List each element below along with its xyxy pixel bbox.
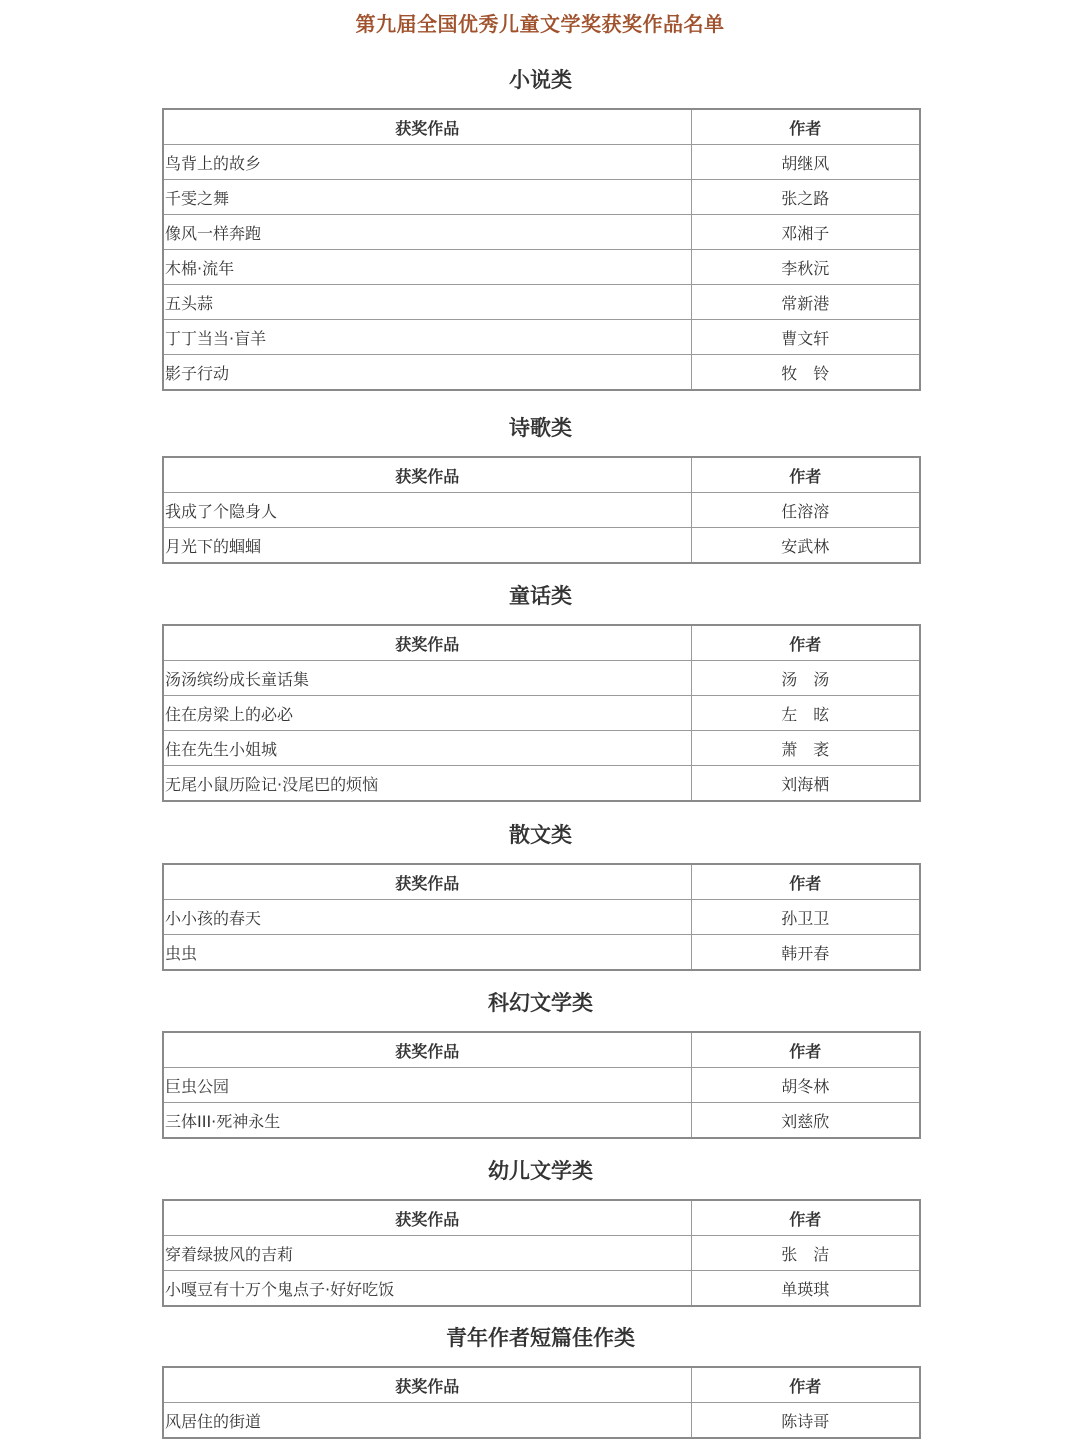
work-title: 五头蒜: [163, 285, 691, 320]
section-fairy-tale: [162, 576, 919, 802]
header-work: 获奖作品: [163, 1367, 691, 1403]
table-header-row: [163, 1032, 920, 1068]
author-name: 孙卫卫: [691, 900, 920, 935]
header-author: 作者: [691, 864, 920, 900]
author-name: 张 洁: [691, 1236, 920, 1271]
author-name: 陈诗哥: [691, 1403, 920, 1439]
author-name: 刘海栖: [691, 766, 920, 802]
table-row: [163, 320, 920, 355]
table-header-row: [163, 625, 920, 661]
header-work: 获奖作品: [163, 1200, 691, 1236]
header-author: 作者: [691, 1367, 920, 1403]
work-title: 小嘎豆有十万个鬼点子·好好吃饭: [163, 1271, 691, 1307]
table-row: [163, 766, 920, 802]
work-title: 鸟背上的故乡: [163, 145, 691, 180]
work-title: 像风一样奔跑: [163, 215, 691, 250]
section-sci-fi: [162, 983, 919, 1139]
header-author: 作者: [691, 1032, 920, 1068]
author-name: 韩开春: [691, 935, 920, 971]
table-header-row: [163, 109, 920, 145]
table-row: [163, 355, 920, 391]
table-row: [163, 215, 920, 250]
table-row: [163, 1403, 920, 1439]
table-row: [163, 935, 920, 971]
section-title: 幼儿文学类: [488, 1159, 593, 1183]
section-title: 诗歌类: [509, 416, 572, 440]
section-poetry: [162, 408, 919, 564]
header-work: 获奖作品: [163, 1032, 691, 1068]
work-title: 住在先生小姐城: [163, 731, 691, 766]
author-name: 李秋沅: [691, 250, 920, 285]
table-row: [163, 1103, 920, 1139]
table-header-row: [163, 864, 920, 900]
awards-table: [162, 108, 921, 391]
section-title: 青年作者短篇佳作类: [446, 1326, 635, 1350]
table-row: [163, 661, 920, 696]
section-young-authors: [162, 1318, 919, 1439]
section-title: 小说类: [509, 68, 572, 92]
table-row: [163, 285, 920, 320]
awards-table: [162, 863, 921, 971]
work-title: 影子行动: [163, 355, 691, 391]
awards-table: [162, 456, 921, 564]
author-name: 牧 铃: [691, 355, 920, 391]
section-title: 童话类: [509, 584, 572, 608]
section-novel: [162, 60, 919, 391]
table-header-row: [163, 1200, 920, 1236]
author-name: 单瑛琪: [691, 1271, 920, 1307]
table-row: [163, 528, 920, 564]
work-title: 千雯之舞: [163, 180, 691, 215]
awards-table: [162, 624, 921, 802]
header-author: 作者: [691, 625, 920, 661]
table-row: [163, 493, 920, 528]
table-row: [163, 180, 920, 215]
author-name: 胡继风: [691, 145, 920, 180]
section-title: 科幻文学类: [488, 991, 593, 1015]
author-name: 邓湘子: [691, 215, 920, 250]
table-row: [163, 1236, 920, 1271]
work-title: 小小孩的春天: [163, 900, 691, 935]
table-row: [163, 731, 920, 766]
awards-table: [162, 1031, 921, 1139]
work-title: 汤汤缤纷成长童话集: [163, 661, 691, 696]
author-name: 安武林: [691, 528, 920, 564]
table-row: [163, 250, 920, 285]
section-early-childhood: [162, 1151, 919, 1307]
work-title: 我成了个隐身人: [163, 493, 691, 528]
table-row: [163, 1271, 920, 1307]
header-work: 获奖作品: [163, 864, 691, 900]
author-name: 任溶溶: [691, 493, 920, 528]
author-name: 张之路: [691, 180, 920, 215]
header-work: 获奖作品: [163, 109, 691, 145]
author-name: 胡冬林: [691, 1068, 920, 1103]
author-name: 左 昡: [691, 696, 920, 731]
section-prose: [162, 815, 919, 971]
page-title: 第九届全国优秀儿童文学奖获奖作品名单: [355, 12, 725, 36]
header-author: 作者: [691, 1200, 920, 1236]
work-title: 丁丁当当·盲羊: [163, 320, 691, 355]
section-title: 散文类: [509, 823, 572, 847]
author-name: 常新港: [691, 285, 920, 320]
table-row: [163, 1068, 920, 1103]
author-name: 汤 汤: [691, 661, 920, 696]
table-header-row: [163, 1367, 920, 1403]
awards-table: [162, 1366, 921, 1439]
awards-table: [162, 1199, 921, 1307]
author-name: 刘慈欣: [691, 1103, 920, 1139]
header-work: 获奖作品: [163, 457, 691, 493]
work-title: 虫虫: [163, 935, 691, 971]
work-title: 月光下的蝈蝈: [163, 528, 691, 564]
table-row: [163, 145, 920, 180]
work-title: 穿着绿披风的吉莉: [163, 1236, 691, 1271]
author-name: 萧 袤: [691, 731, 920, 766]
table-row: [163, 696, 920, 731]
work-title: 住在房梁上的必必: [163, 696, 691, 731]
work-title: 风居住的街道: [163, 1403, 691, 1439]
header-author: 作者: [691, 457, 920, 493]
work-title: 三体III·死神永生: [163, 1103, 691, 1139]
work-title: 木棉·流年: [163, 250, 691, 285]
author-name: 曹文轩: [691, 320, 920, 355]
header-work: 获奖作品: [163, 625, 691, 661]
header-author: 作者: [691, 109, 920, 145]
table-row: [163, 900, 920, 935]
table-header-row: [163, 457, 920, 493]
work-title: 巨虫公园: [163, 1068, 691, 1103]
work-title: 无尾小鼠历险记·没尾巴的烦恼: [163, 766, 691, 802]
